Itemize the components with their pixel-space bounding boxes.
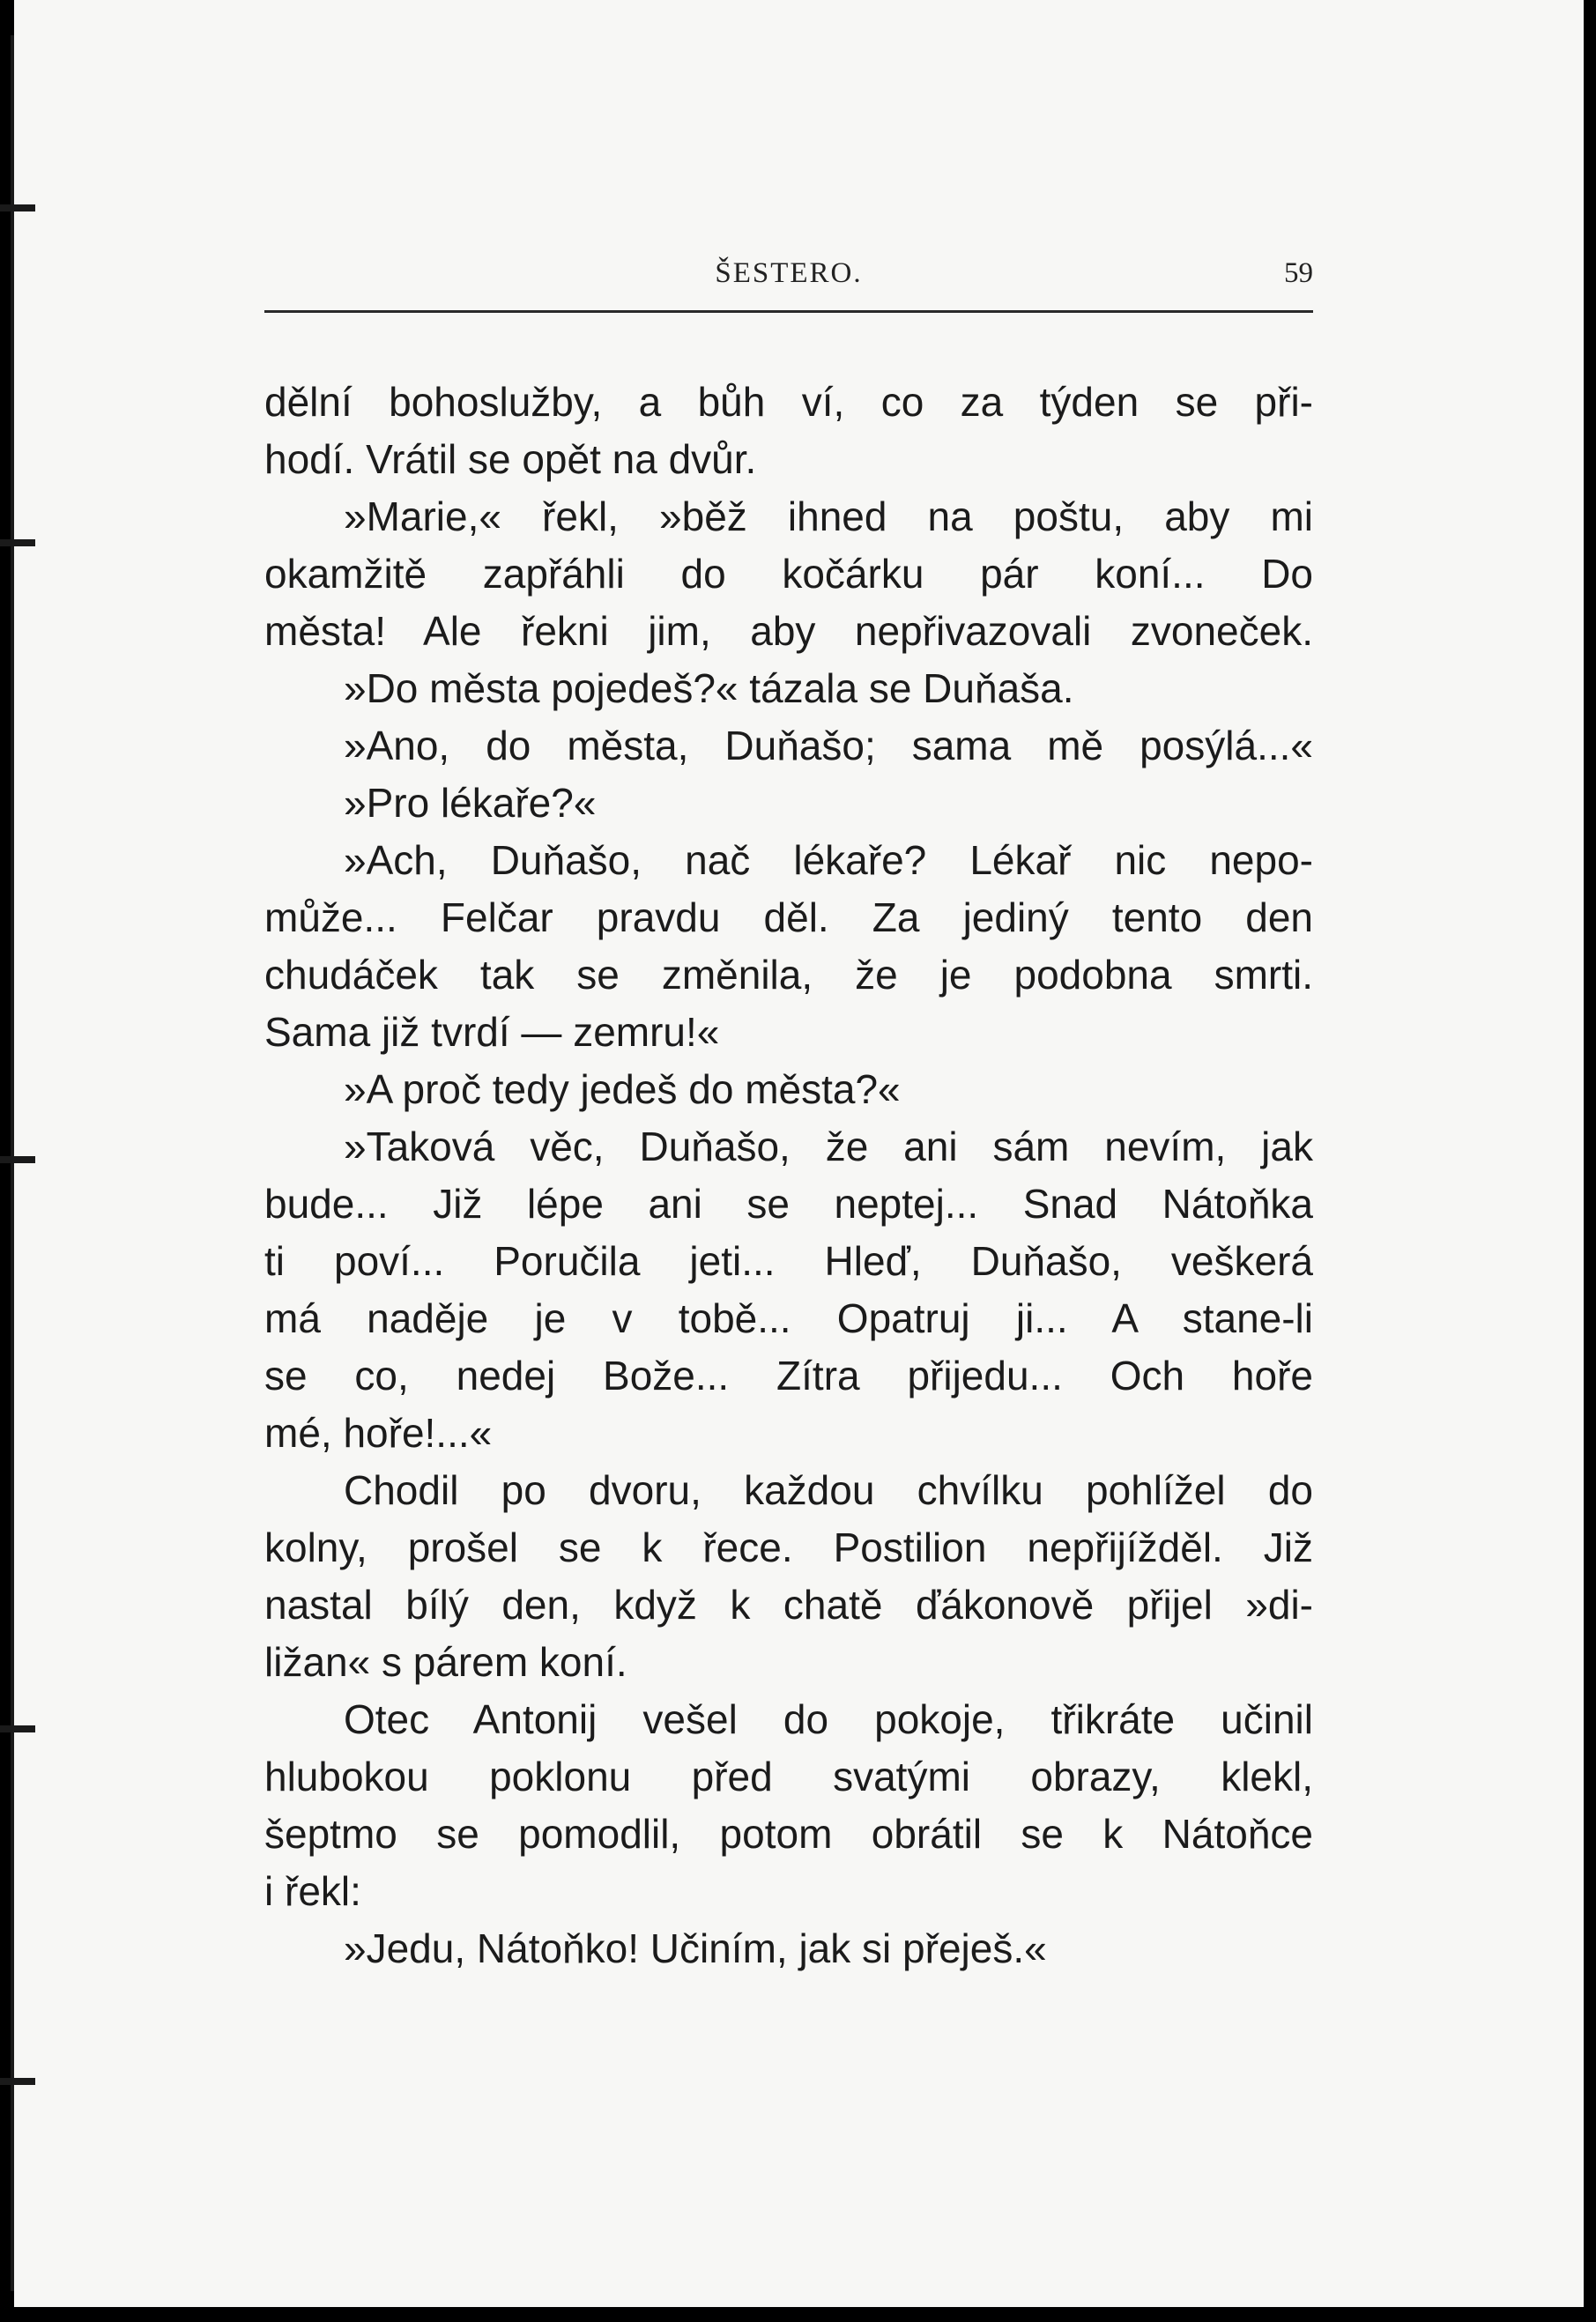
binding-mark <box>0 1156 35 1163</box>
binding-mark <box>0 1725 35 1732</box>
binding-mark <box>0 539 35 546</box>
text-line: »Ach, Duňašo, nač lékaře? Lékař nic nepo- <box>344 837 1313 883</box>
text-line: může... Felčar pravdu děl. Za jediný tento den <box>264 894 1313 940</box>
text-line: hlubokou poklonu před svatými obrazy, klekl, <box>264 1754 1313 1799</box>
text-line: kolny, prošel se k řece. Postilion nepřijížděl. Již <box>264 1525 1313 1570</box>
text-line: dělní bohoslužby, a bůh ví, co za týden se při- <box>264 379 1313 425</box>
text-line: i řekl: <box>264 1868 361 1914</box>
text-line: mé, hoře!...« <box>264 1410 493 1456</box>
text-line: »Do města pojedeš?« tázala se Duňaša. <box>344 665 1074 711</box>
text-line: »Marie,« řekl, »běž ihned na poštu, aby mi <box>344 493 1313 539</box>
text-line: šeptmo se pomodlil, potom obrátil se k Nátoňce <box>264 1811 1313 1857</box>
text-line: nastal bílý den, když k chatě ďákonově přijel »di- <box>264 1582 1313 1628</box>
text-line: chudáček tak se změnila, že je podobna smrti. <box>264 952 1313 998</box>
text-line: bude... Již lépe ani se neptej... Snad Nátoňka <box>264 1181 1313 1227</box>
text-line: Sama již tvrdí — zemru!« <box>264 1009 720 1055</box>
text-line: okamžitě zapřáhli do kočárku pár koní... Do <box>264 551 1313 597</box>
running-head <box>264 257 1313 301</box>
text-line: ližan« s párem koní. <box>264 1639 627 1685</box>
body-text <box>264 374 1313 1977</box>
text-line: »Ano, do města, Duňašo; sama mě posýlá...« <box>344 723 1313 768</box>
binding-mark <box>0 204 35 211</box>
running-title: ŠESTERO. <box>715 257 863 289</box>
text-line: »A proč tedy jedeš do města?« <box>344 1066 901 1112</box>
text-line: »Jedu, Nátoňko! Učiním, jak si přeješ.« <box>344 1925 1047 1971</box>
text-line: se co, nedej Bože... Zítra přijedu... Och hoře <box>264 1353 1313 1398</box>
text-line: Otec Antonij vešel do pokoje, třikráte učinil <box>344 1696 1313 1742</box>
text-line: ti poví... Poručila jeti... Hleď, Duňašo, veškerá <box>264 1238 1313 1284</box>
text-line: »Taková věc, Duňašo, že ani sám nevím, jak <box>344 1124 1313 1169</box>
text-line: »Pro lékaře?« <box>344 780 597 826</box>
text-line: má naděje je v tobě... Opatruj ji... A stane-li <box>264 1295 1313 1341</box>
text-line: Chodil po dvoru, každou chvílku pohlížel do <box>344 1467 1313 1513</box>
binding-edge <box>11 35 14 2291</box>
text-line: hodí. Vrátil se opět na dvůr. <box>264 436 757 482</box>
binding-mark <box>0 2078 35 2085</box>
header-rule <box>264 310 1313 313</box>
text-line: města! Ale řekni jim, aby nepřivazovali zvoneček. <box>264 608 1313 654</box>
page-number: 59 <box>1284 257 1313 289</box>
